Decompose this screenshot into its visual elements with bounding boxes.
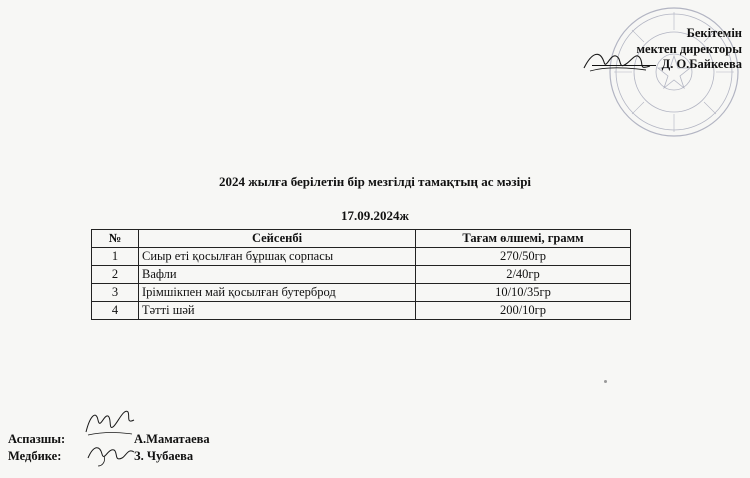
nurse-name: З. Чубаева bbox=[134, 449, 194, 463]
nurse-label: Медбике: bbox=[8, 449, 62, 463]
table-row bbox=[92, 266, 631, 284]
approval-block bbox=[592, 26, 742, 73]
approval-line-approve: Бекітемін bbox=[686, 26, 742, 40]
header-number: № bbox=[92, 230, 139, 248]
table-row bbox=[92, 284, 631, 302]
row-portion: 270/50гр bbox=[416, 248, 631, 266]
cook-name: А.Маматаева bbox=[134, 432, 210, 446]
document-date: 17.09.2024ж bbox=[341, 208, 409, 223]
table-header-row bbox=[92, 230, 631, 248]
row-dish: Ірімшікпен май қосылған бутерброд bbox=[139, 284, 416, 302]
row-number: 4 bbox=[92, 302, 139, 320]
cook-label: Аспазшы: bbox=[8, 432, 66, 446]
row-dish: Тәтті шәй bbox=[139, 302, 416, 320]
header-day: Сейсенбі bbox=[139, 230, 416, 248]
row-number: 1 bbox=[92, 248, 139, 266]
document-title: 2024 жылға берілетін бір мезгілді тамақтың ас мәзірі bbox=[218, 174, 532, 189]
table-row bbox=[92, 248, 631, 266]
menu-table bbox=[91, 229, 631, 320]
nurse-signature bbox=[84, 440, 138, 468]
row-portion: 2/40гр bbox=[416, 266, 631, 284]
table-row bbox=[92, 302, 631, 320]
row-portion: 10/10/35гр bbox=[416, 284, 631, 302]
paper-speck bbox=[604, 380, 607, 383]
row-dish: Вафли bbox=[139, 266, 416, 284]
row-number: 3 bbox=[92, 284, 139, 302]
signature-underline bbox=[592, 65, 656, 66]
row-dish: Сиыр еті қосылған бұршақ сорпасы bbox=[139, 248, 416, 266]
cook-signature bbox=[82, 402, 138, 440]
approval-director-name: Д. О.Байкеева bbox=[661, 57, 742, 71]
approval-line-position: мектеп директоры bbox=[636, 41, 742, 56]
header-portion: Тағам өлшемі, грамм bbox=[416, 230, 631, 248]
row-portion: 200/10гр bbox=[416, 302, 631, 320]
row-number: 2 bbox=[92, 266, 139, 284]
